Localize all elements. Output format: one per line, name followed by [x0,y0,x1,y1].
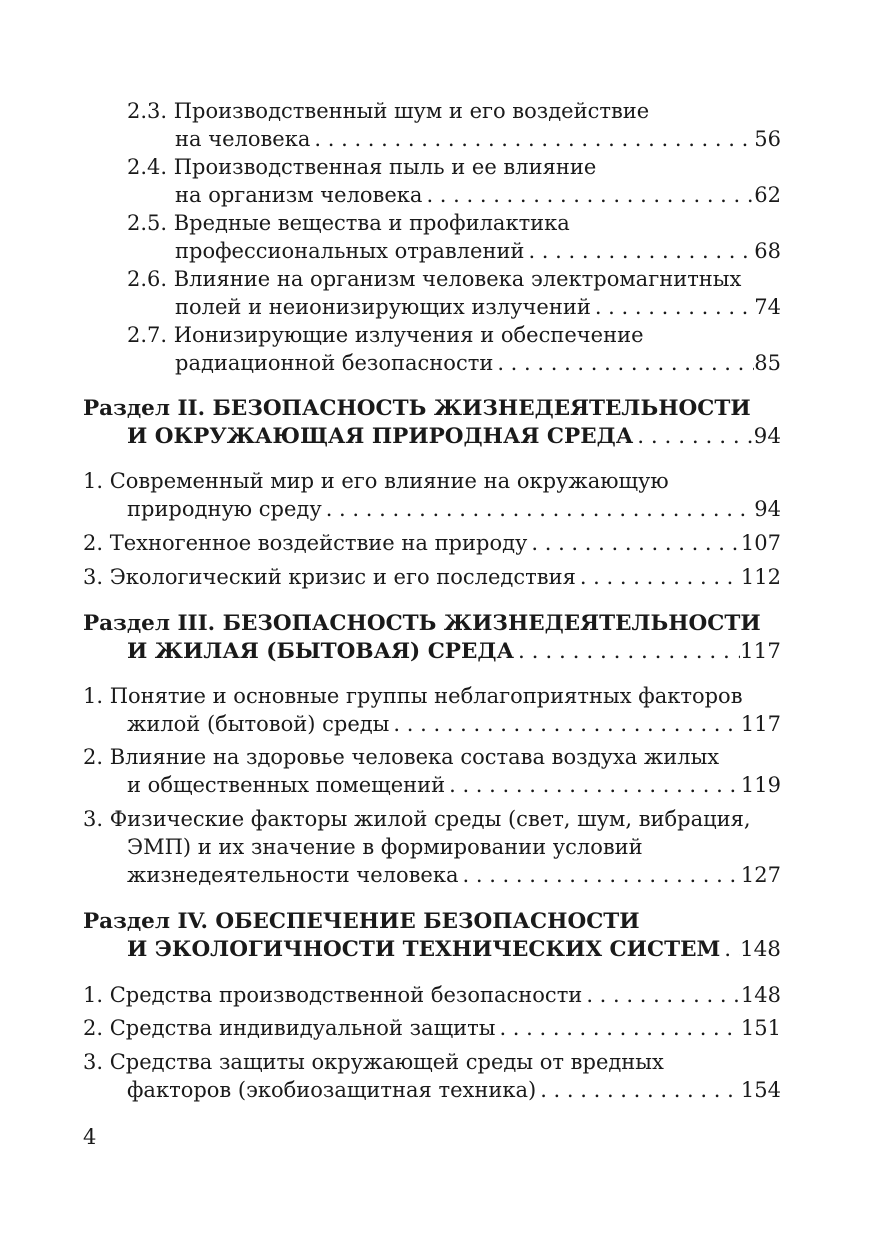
leader-dots [527,529,741,557]
toc-entry-text: факторов (экобиозащитная техника) [127,1078,537,1102]
toc-page-number: 56 [754,127,781,151]
toc-page-number: 151 [740,1016,781,1040]
toc-entry-2-6-title: 2.6. Влияние на организм человека электромагнитных [127,267,742,291]
leader-dots [310,125,754,153]
toc-s4-item-3[interactable] [127,1076,781,1104]
toc-entry-text: на организм человека [175,183,423,207]
toc-entry-text: И ЖИЛАЯ (БЫТОВАЯ) СРЕДА [127,639,514,664]
toc-entry-text: И ЭКОЛОГИЧНОСТИ ТЕХНИЧЕСКИХ СИСТЕМ [127,937,721,962]
toc-entry-text: жилой (бытовой) среды [127,712,390,736]
toc-page-number: 94 [753,424,781,449]
toc-page-number: 107 [740,531,781,555]
toc-entry-text: и общественных помещений [127,773,446,797]
toc-page-number: 117 [739,639,781,664]
page-number: 4 [83,1125,97,1149]
toc-entry-text: на человека [175,127,311,151]
toc-entry-2-5[interactable] [175,237,781,265]
leader-dots [582,981,741,1009]
toc-entry-text: 1. Средства производственной безопасности [83,983,583,1007]
toc-entry-text: 2. Техногенное воздействие на природу [83,531,528,555]
toc-s3-item-3[interactable] [127,861,781,889]
toc-s2-item-1-title: 1. Современный мир и его влияние на окружающую [83,469,669,493]
section-2-entry[interactable] [127,423,781,451]
toc-s3-item-1-title: 1. Понятие и основные группы неблагоприятных факторов [83,684,743,708]
toc-page-number: 85 [754,351,781,375]
toc-entry-text: 2. Средства индивидуальной защиты [83,1016,496,1040]
toc-entry-2-4[interactable] [175,181,781,209]
toc-entry-2-3-title: 2.3. Производственный шум и его воздействие [127,99,650,123]
leader-dots [536,1076,741,1104]
toc-entry-2-5-title: 2.5. Вредные вещества и профилактика [127,211,570,235]
leader-dots [495,1014,740,1042]
toc-s3-item-1[interactable] [127,710,781,738]
section-4-heading: Раздел IV. ОБЕСПЕЧЕНИЕ БЕЗОПАСНОСТИ [83,909,640,934]
leader-dots [591,293,754,321]
toc-entry-2-7[interactable] [175,349,781,377]
toc-page-number: 112 [740,565,781,589]
toc-s4-item-1[interactable] [83,981,781,1009]
toc-s4-item-2[interactable] [83,1014,781,1042]
toc-entry-2-7-title: 2.7. Ионизирующие излучения и обеспечение [127,323,644,347]
toc-entry-text: радиационной безопасности [175,351,494,375]
toc-page-number: 62 [754,183,781,207]
section-3-entry[interactable] [127,638,781,666]
section-4-entry[interactable] [127,936,781,964]
toc-entry-text: полей и неионизирующих излучений [175,295,591,319]
leader-dots [445,771,741,799]
toc-entry-text: профессиональных отравлений [175,239,525,263]
section-3-heading: Раздел III. БЕЗОПАСНОСТЬ ЖИЗНЕДЕЯТЕЛЬНОСТИ [83,611,761,636]
leader-dots [720,936,740,964]
leader-dots [459,861,741,889]
toc-entry-2-3[interactable] [175,125,781,153]
leader-dots [322,495,755,523]
toc-page-number: 148 [740,983,781,1007]
toc-page-number: 127 [740,863,781,887]
toc-page-number: 119 [740,773,781,797]
toc-s3-item-2-title: 2. Влияние на здоровье человека состава воздуха жилых [83,745,720,769]
toc-entry-2-6[interactable] [175,293,781,321]
leader-dots [493,349,754,377]
leader-dots [422,181,754,209]
section-2-heading: Раздел II. БЕЗОПАСНОСТЬ ЖИЗНЕДЕЯТЕЛЬНОСТИ [83,396,751,421]
toc-s4-item-3-title: 3. Средства защиты окружающей среды от вредных [83,1050,664,1074]
toc-s3-item-2[interactable] [127,771,781,799]
toc-s2-item-3[interactable] [83,563,781,591]
toc-s2-item-2[interactable] [83,529,781,557]
toc-s3-item-3-line2: ЭМП) и их значение в формировании условий [127,835,643,859]
toc-page-number: 94 [754,497,781,521]
leader-dots [524,237,754,265]
toc-page-number: 68 [754,239,781,263]
toc-page-number: 154 [740,1078,781,1102]
toc-page-number: 117 [740,712,781,736]
leader-dots [576,563,741,591]
toc-page-number: 74 [754,295,781,319]
toc-s2-item-1[interactable] [127,495,781,523]
toc-page-number: 148 [739,937,781,962]
leader-dots [514,638,740,666]
toc-entry-text: И ОКРУЖАЮЩАЯ ПРИРОДНАЯ СРЕДА [127,424,634,449]
toc-entry-text: 3. Экологический кризис и его последствия [83,565,576,589]
leader-dots [389,710,741,738]
toc-entry-text: природную среду [127,497,322,521]
toc-s3-item-3-title: 3. Физические факторы жилой среды (свет, шум, вибрация, [83,807,751,831]
toc-entry-2-4-title: 2.4. Производственная пыль и ее влияние [127,155,597,179]
toc-entry-text: жизнедеятельности человека [127,863,459,887]
leader-dots [633,423,753,451]
